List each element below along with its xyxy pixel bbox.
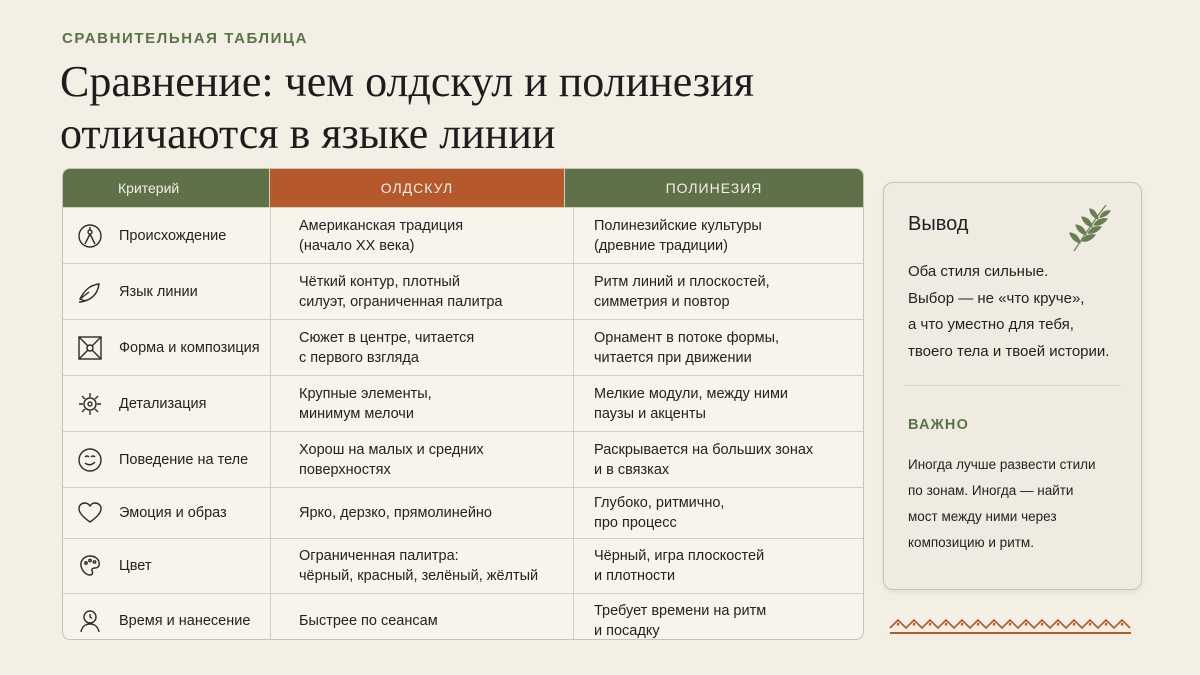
polynesia-cell: Глубоко, ритмично, про процесс: [594, 495, 725, 531]
polynesia-cell: Полинезийские культуры (древние традиции): [594, 217, 762, 254]
time-person-icon: [77, 608, 103, 634]
criterion-label: Детализация: [119, 395, 207, 412]
header-oldschool: ОЛДСКУЛ: [270, 169, 565, 207]
divider: [904, 385, 1121, 386]
header-polynesia: ПОЛИНЕЗИЯ: [565, 169, 863, 207]
polynesia-cell: Мелкие модули, между ними паузы и акценты: [594, 385, 789, 422]
kicker: СРАВНИТЕЛЬНАЯ ТАБЛИЦА: [62, 30, 309, 47]
important-note: Иногда лучше развести стили по зонам. Иногда — найти мост между ними через композицию и ритм.: [908, 457, 1096, 550]
pen-nib-icon: [77, 279, 103, 305]
criterion-cell: [63, 208, 271, 263]
oldschool-cell: Быстрее по сеансам: [271, 594, 574, 640]
polynesia-cell: Требует времени на ритм и посадку: [594, 603, 767, 639]
table-row: [63, 431, 863, 487]
gear-detail-icon: [77, 391, 103, 417]
criterion-label: Происхождение: [119, 227, 227, 244]
criterion-cell: [63, 594, 271, 640]
table-row: [63, 487, 863, 538]
comparison-table: [62, 168, 864, 640]
polynesia-cell: Чёрный, игра плоскостей и плотности: [594, 548, 765, 584]
body-behavior-icon: [77, 447, 103, 473]
compass-icon: [77, 223, 103, 249]
criterion-cell: [63, 320, 271, 375]
criterion-label: Эмоция и образ: [119, 505, 227, 521]
oldschool-cell: Крупные элементы, минимум мелочи: [271, 376, 574, 431]
table-row: [63, 263, 863, 319]
criterion-label: Язык линии: [119, 283, 198, 300]
oldschool-cell: Ярко, дерзко, прямолинейно: [271, 488, 574, 538]
criterion-cell: [63, 376, 271, 431]
oldschool-cell: Хорош на малых и средних поверхностях: [271, 432, 574, 487]
criterion-label: Цвет: [119, 558, 152, 574]
conclusion-text: Оба стиля сильные. Выбор — не «что круче», а что уместно для тебя, твоего тела и твоей истории.: [908, 263, 1110, 360]
header-criterion: Критерий: [63, 169, 270, 207]
criterion-label: Форма и композиция: [119, 339, 260, 356]
criterion-cell: [63, 264, 271, 319]
table-row: [63, 207, 863, 263]
table-row: [63, 538, 863, 593]
table-row: [63, 375, 863, 431]
important-label: ВАЖНО: [908, 417, 970, 433]
table-header: [63, 169, 863, 207]
criterion-cell: [63, 488, 271, 538]
polynesia-cell: Раскрывается на больших зонах и в связках: [594, 441, 814, 478]
table-row: [63, 319, 863, 375]
table-row: [63, 593, 863, 640]
ornament-border-icon: [888, 612, 1133, 636]
oldschool-cell: Сюжет в центре, читается с первого взгляда: [271, 320, 574, 375]
oldschool-cell: Чёткий контур, плотный силуэт, ограниченная палитра: [271, 264, 574, 319]
oldschool-cell: Американская традиция (начало XX века): [271, 208, 574, 263]
page-title: Сравнение: чем олдскул и полинезия отличаются в языке линии: [60, 57, 754, 158]
oldschool-cell: Ограниченная палитра: чёрный, красный, зелёный, жёлтый: [271, 539, 574, 593]
polynesia-cell: Ритм линий и плоскостей, симметрия и повтор: [594, 273, 770, 310]
palette-icon: [77, 553, 103, 579]
leaf-icon: [1068, 201, 1112, 255]
criterion-cell: [63, 539, 271, 593]
conclusion-heading: Вывод: [908, 213, 969, 235]
conclusion-card: [883, 182, 1142, 590]
criterion-label: Время и нанесение: [119, 613, 251, 629]
polynesia-cell: Орнамент в потоке формы, читается при движении: [594, 329, 780, 366]
criterion-cell: [63, 432, 271, 487]
criterion-label: Поведение на теле: [119, 451, 249, 468]
heart-icon: [77, 500, 103, 526]
composition-frame-icon: [77, 335, 103, 361]
